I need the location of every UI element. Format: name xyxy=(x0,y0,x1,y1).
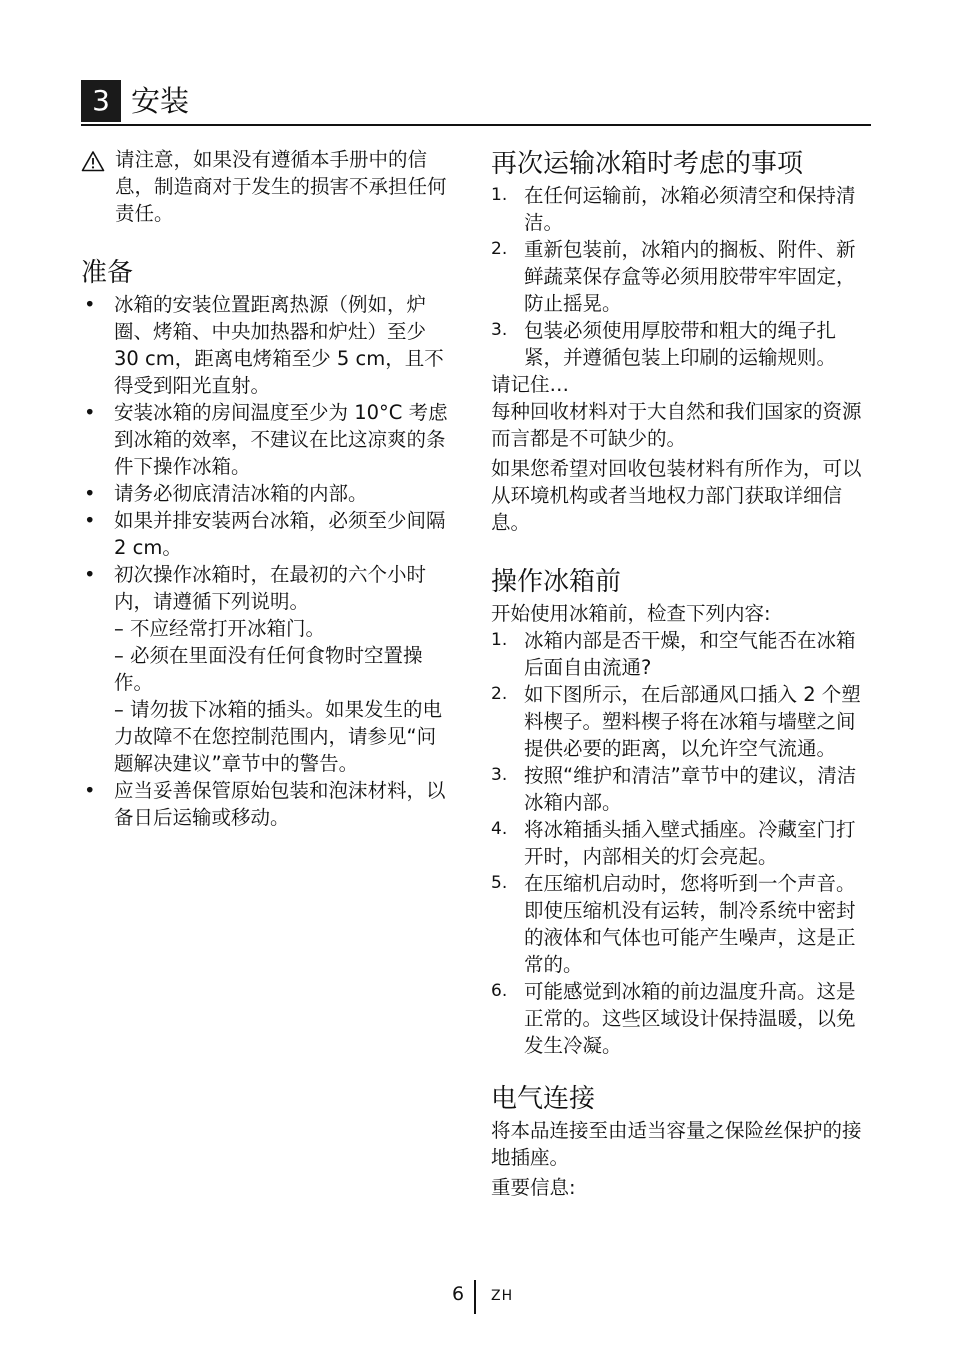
list-number: 4. xyxy=(491,819,508,839)
sub-instruction: – 必须在里面没有任何食物时空置操作。 xyxy=(114,644,423,694)
recycling-info-paragraph: 如果您希望对回收包装材料有所作为，可以从环境机构或者当地权力部门获取详细信息。 xyxy=(491,457,862,534)
list-item-text: 安装冰箱的房间温度至少为 10°C 考虑到冰箱的效率，不建议在比这凉爽的条件下操作冰箱。 xyxy=(114,401,448,478)
chapter-header xyxy=(81,80,871,126)
list-item xyxy=(81,777,453,831)
list-item-text: 如果并排安装两台冰箱，必须至少间隔 2 cm。 xyxy=(114,509,446,559)
list-item-text: 冰箱内部是否干燥，和空气能否在冰箱后面自由流通? xyxy=(524,629,856,679)
before-operating-list xyxy=(491,627,863,1059)
remember-label: 请记住… xyxy=(491,373,570,396)
page-number: 6 xyxy=(452,1283,465,1305)
bullet-marker: • xyxy=(84,482,96,505)
list-item-text: 冰箱的安装位置距离热源（例如，炉圈、烤箱、中央加热器和炉灶）至少 30 cm，距离电烤箱至少 5 cm，且不得受到阳光直射。 xyxy=(114,293,444,397)
list-item xyxy=(81,480,453,507)
language-code: ZH xyxy=(491,1288,514,1304)
right-column xyxy=(491,146,863,1201)
list-item xyxy=(491,681,863,762)
list-number: 1. xyxy=(491,630,508,650)
list-item-text: 在任何运输前，冰箱必须清空和保持清洁。 xyxy=(524,184,856,234)
list-item xyxy=(81,291,453,399)
before-operating-heading: 操作冰箱前 xyxy=(491,567,622,597)
footer-divider xyxy=(474,1280,476,1314)
list-number: 5. xyxy=(491,873,508,893)
bullet-marker: • xyxy=(84,779,96,802)
list-item xyxy=(491,627,863,681)
bullet-marker: • xyxy=(84,293,96,316)
warning-text: 请注意，如果没有遵循本手册中的信息，制造商对于发生的损害不承担任何责任。 xyxy=(115,148,447,225)
list-item xyxy=(81,399,453,480)
list-item-text: 在压缩机启动时，您将听到一个声音。即使压缩机没有运转，制冷系统中密封的液体和气体也可能产生噪声，这是正常的。 xyxy=(524,872,856,976)
electrical-text: 将本品连接至由适当容量之保险丝保护的接地插座。 xyxy=(491,1119,862,1169)
chapter-number: 3 xyxy=(81,80,121,122)
bullet-marker: • xyxy=(84,509,96,532)
list-item xyxy=(81,561,453,777)
list-item xyxy=(491,762,863,816)
list-number: 3. xyxy=(491,765,508,785)
chapter-title: 安装 xyxy=(131,84,190,118)
list-item xyxy=(491,978,863,1059)
important-info-label: 重要信息: xyxy=(491,1176,576,1199)
list-item xyxy=(491,816,863,870)
left-column xyxy=(81,146,453,831)
list-number: 2. xyxy=(491,239,508,259)
list-item-text: 包装必须使用厚胶带和粗大的绳子扎紧，并遵循包装上印刷的运输规则。 xyxy=(524,319,837,369)
bullet-marker: • xyxy=(84,401,96,424)
before-operating-intro: 开始使用冰箱前，检查下列内容: xyxy=(491,602,771,625)
recycling-paragraph: 每种回收材料对于大自然和我们国家的资源而言都是不可缺少的。 xyxy=(491,400,862,450)
sub-instruction: – 请勿拔下冰箱的插头。如果发生的电力故障不在您控制范围内，请参见“问题解决建议”章节中的警告。 xyxy=(114,698,442,775)
warning-icon xyxy=(81,150,105,172)
list-item xyxy=(81,507,453,561)
electrical-heading: 电气连接 xyxy=(491,1084,596,1114)
preparation-heading: 准备 xyxy=(81,258,134,288)
list-number: 3. xyxy=(491,320,508,340)
warning-notice xyxy=(81,146,453,227)
transport-list xyxy=(491,182,863,371)
list-item-text: 应当妥善保管原始包装和泡沫材料，以备日后运输或移动。 xyxy=(114,779,446,829)
list-item xyxy=(491,317,863,371)
list-item xyxy=(491,870,863,978)
list-item-text: 将冰箱插头插入壁式插座。冷藏室门打开时，内部相关的灯会亮起。 xyxy=(524,818,856,868)
list-item-text: 重新包装前，冰箱内的搁板、附件、新鲜蔬菜保存盒等必须用胶带牢牢固定，防止摇晃。 xyxy=(524,238,856,315)
preparation-list xyxy=(81,291,453,831)
list-number: 2. xyxy=(491,684,508,704)
list-item xyxy=(491,236,863,317)
bullet-marker: • xyxy=(84,563,96,586)
list-item-text: 请务必彻底清洁冰箱的内部。 xyxy=(114,482,368,505)
sub-instruction: – 不应经常打开冰箱门。 xyxy=(114,617,325,640)
list-item-text: 如下图所示，在后部通风口插入 2 个塑料楔子。塑料楔子将在冰箱与墙壁之间提供必要的距离，以允许空气流通。 xyxy=(524,683,861,760)
list-item-text: 可能感觉到冰箱的前边温度升高。这是正常的。这些区域设计保持温暖，以免发生冷凝。 xyxy=(524,980,856,1057)
list-number: 1. xyxy=(491,185,508,205)
list-item-text: 初次操作冰箱时，在最初的六个小时内，请遵循下列说明。 xyxy=(114,563,427,613)
list-item-text: 按照“维护和清洁”章节中的建议，清洁冰箱内部。 xyxy=(524,764,857,814)
transport-heading: 再次运输冰箱时考虑的事项 xyxy=(491,149,804,179)
list-number: 6. xyxy=(491,981,508,1001)
list-item xyxy=(491,182,863,236)
